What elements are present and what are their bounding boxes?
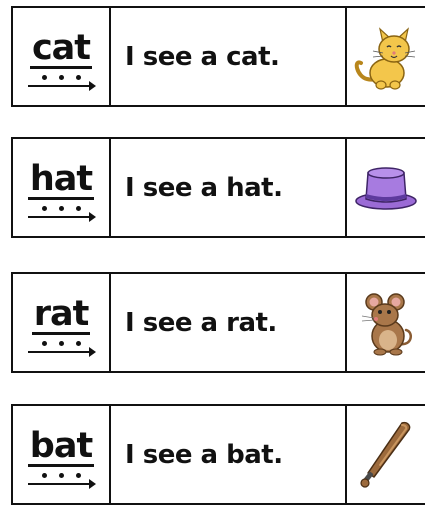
sentence-cell bbox=[111, 8, 347, 105]
picture-cell bbox=[347, 274, 425, 371]
word-label: rat bbox=[33, 294, 89, 334]
word-cell bbox=[13, 406, 111, 503]
word-cell bbox=[13, 139, 111, 236]
word-label: hat bbox=[29, 159, 93, 199]
cat-icon bbox=[353, 19, 419, 95]
picture-cell bbox=[347, 8, 425, 105]
sentence-text: I see a cat. bbox=[125, 41, 280, 72]
word-cell bbox=[13, 8, 111, 105]
sentence-text: I see a rat. bbox=[125, 307, 277, 338]
sound-dots bbox=[42, 206, 81, 211]
blend-arrow bbox=[28, 85, 94, 87]
card-row-cat bbox=[11, 6, 425, 107]
sound-dots bbox=[42, 75, 81, 80]
word-cell bbox=[13, 274, 111, 371]
rat-icon bbox=[356, 288, 416, 358]
picture-cell bbox=[347, 139, 425, 236]
sentence-text: I see a bat. bbox=[125, 439, 283, 470]
bat-icon bbox=[356, 417, 416, 493]
blend-arrow bbox=[28, 216, 94, 218]
word-label: cat bbox=[31, 28, 91, 68]
card-row-rat bbox=[11, 272, 425, 373]
picture-cell bbox=[347, 406, 425, 503]
hat-icon bbox=[352, 163, 420, 213]
sentence-cell bbox=[111, 406, 347, 503]
card-row-hat bbox=[11, 137, 425, 238]
sentence-cell bbox=[111, 274, 347, 371]
sentence-text: I see a hat. bbox=[125, 172, 283, 203]
word-label: bat bbox=[29, 426, 93, 466]
card-row-bat bbox=[11, 404, 425, 505]
sound-dots bbox=[42, 341, 81, 346]
sentence-cell bbox=[111, 139, 347, 236]
blend-arrow bbox=[28, 483, 94, 485]
blend-arrow bbox=[28, 351, 94, 353]
sound-dots bbox=[42, 473, 81, 478]
